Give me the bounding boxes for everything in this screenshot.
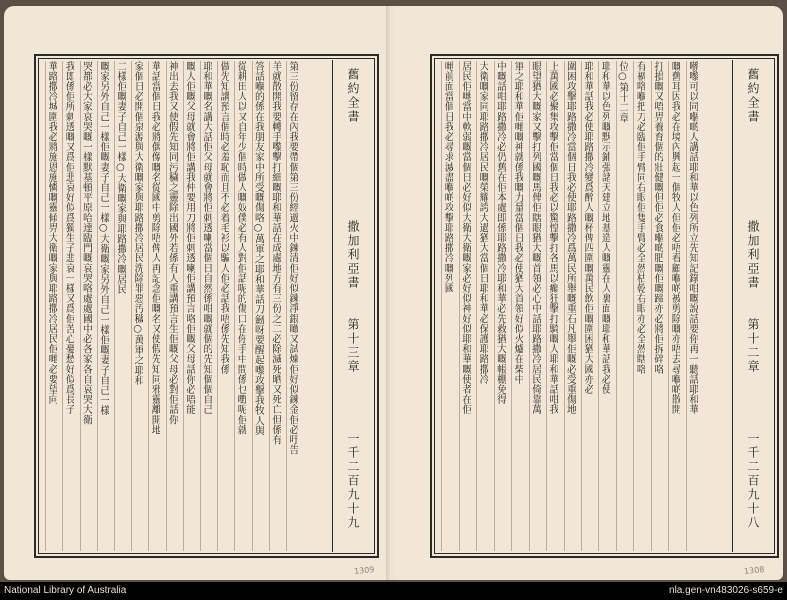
left-text-column [166,61,177,551]
right-text-column [546,61,557,551]
left-stamp: 1309 [353,564,375,577]
left-column-text: 答話嗰的係在我朋友家中所受嘅傷咯○萬軍之耶和華話刀劒呀要醒起嚟攻擊我牧人與 [252,61,264,436]
right-column-text: 耶和華話我必使耶路撒冷變爲醉人嘅杯俾四圍嘅萬民飲佢嘅圍困猶大國亦必 [581,61,593,395]
left-page-number: 一千二百九十九 [346,432,360,530]
right-column-text: 打損嘅又唔畀養育個的壯健嘅但佢必食嗰啲肥嘅佢嘅蹄亦必將佢拆碎咯 [651,61,663,375]
right-column-text: 居民佢哋當中軟弱嘅當個日必好似大衛大衛嘅家必好似神好似耶和華嘅使者在佢 [459,61,471,415]
right-text-column [459,61,470,551]
left-book-title: 舊約全書 [346,68,360,124]
left-text-column [252,61,263,551]
right-text-column [616,61,627,551]
right-column-text: 耶和華以色列嘅默示鋪張諸天建立地基造人嘅靈在人裏面嘅耶和華話我必使 [599,61,611,395]
right-column-text: 圍困攻擊耶路撒冷當個日我必使耶路撒冷爲萬民所舉嘅重石凡舉佢嘅必受重傷地 [564,61,576,415]
left-column-text: 我即係佢所刺透嘅又爲佢悲哀好似爲獨生子悲哀一樣又爲佢苦心憂愁好似爲長子 [63,61,75,415]
left-column-text: 嘅人佢嘅父母就會將佢講我仲要用刀將佢刺透喇佢講預言咯佢嘅父母話你必唔能 [183,61,195,415]
right-column-text: 中嘅話咁耶路撒冷必仍舊在佢本處即係耶路撒冷耶和華必先救猶大嘅帳棚免得 [494,61,506,405]
left-text-column [269,61,280,551]
footer-bar [0,582,787,600]
right-text-column [441,61,452,551]
left-column-text: 哭都必大家哀哭嘅一樣默基頓平原哈達臨門嘅哀哭咯處處國中必各家各自哀哭大衛 [80,61,92,425]
right-column-text: 有禍咯嗰把刀必臨佢手臂同右眼佢隻手臂必全然枯乾右眼亦必全然瞎咯 [634,61,646,375]
left-column-text: 華話當個日我必將偶像嘅名從國中剪除唔俾人再記念佢嘅名又使假先知同邪靈離開地 [149,61,161,435]
right-text-column [651,61,662,551]
left-text-column [286,61,297,551]
left-column-text: 家個日必開個泉源與大衛嘅家與耶路撒冷居民洗除罪惡汚穢○萬軍之耶和 [132,61,144,386]
left-text-column [148,61,159,551]
right-column-text: 眼望猶大嘅家又擊打列國嘅馬俾佢瞎眼猶大嘅首領必心中話耶路撒冷居民倚靠萬 [529,61,541,415]
right-text-column [633,61,644,551]
right-column-text: 嘅舊耳因我必在境內興起一個牧人但佢必唔看顧嗰啲被剪除嘅亦唔去尋嗰啲散開 [669,61,681,415]
right-text-column [581,61,592,551]
right-column-text: 軍之耶和華佢哋嘅神就係我嘅力量當個日我必使猶大首領好似火爐在柴中 [512,61,524,385]
left-column-text: 二樣佢嘅妻子自己一樣○大衛嘅家與耶路撒冷嘅居民 [114,61,126,295]
left-text-column [62,61,73,551]
left-text-column [45,61,56,551]
right-text-column [668,61,679,551]
right-text-column [529,61,540,551]
left-text-column [234,61,245,551]
left-text-column [217,61,228,551]
right-page [394,6,783,580]
right-text-column [511,61,522,551]
left-text-column [131,61,142,551]
right-column-text: 上萬國必聚集攻擊佢當個日我必以驚惶擊打各馬以癲狂擊打騎嘅人耶和華話咁我 [547,61,559,415]
left-text-column [80,61,91,551]
left-body-text [42,61,300,551]
right-column-text: 哋前面當個日我必尋求滅盡嗰啲攻擊耶路撒冷嘅列國 [442,61,454,294]
footer-identifier: nla.gen-vn483026-s659-e [669,585,783,596]
right-book-title: 舊約全書 [746,68,760,124]
right-text-column [598,61,609,551]
right-column-text: 位○第十二章 [616,61,628,123]
right-text-column [494,61,505,551]
left-column-text: 嘅家另外自己一樣佢嘅妻子自己一樣○大衛嘅家另外自己一樣佢嘅妻子自己一樣 [97,61,109,416]
left-text-column [200,61,211,551]
left-chapter: 第十三章 [346,318,360,374]
left-text-column [183,61,194,551]
left-text-frame [34,54,379,558]
right-book-name: 撒加利亞書 [746,220,760,290]
right-page-number: 一千二百九十八 [746,432,760,530]
right-text-column [564,61,575,551]
left-column-text: 神出去我又使假先知同污穢之靈除出國外若係有人重講預言生佢嘅父母必對佢話你 [166,61,178,425]
right-text-frame [430,54,779,558]
left-text-column [97,61,108,551]
left-book-name: 撒加利亞書 [346,220,360,290]
left-column-text: 羊就散開我要轉手嚟擊打細嘅耶和華話在成處地方有三份之二必除滅死晒又死亡但係有 [269,61,281,445]
left-text-column [114,61,125,551]
footer-library-name: National Library of Australia [4,585,127,596]
left-column-text: 耶和華嘅名講大話佢父母就會將佢刺透喇當個日自然係咁嘅就個的先知個個自己 [200,61,212,415]
right-column-text: 喺嚟可以同嗰啲人講話耶和華以色列所立先知記錄咁嘅說話要你再一聽話耶和華 [686,61,698,415]
left-column-text: 第三份留存在內我要帶個第三份經過火中鍊清佢好似鍊淨銀噉又試煉佢好似鍊金佢必吁告 [286,61,298,455]
right-column-text: 大衛嘅家同耶路撒冷居民嘅榮耀誇大過猶大當個日耶和華必保護耶路撒冷 [477,61,489,385]
left-column-text: 華路撒冷城圍我必將施恩施憐嘅靈傾畀大衛嘅家與耶路撒冷居民佢哋必要望向 [46,61,58,405]
left-page [4,6,390,580]
right-chapter: 第十二章 [746,318,760,374]
right-body-text [438,61,700,551]
left-banner [332,60,372,552]
right-stamp: 1308 [743,564,765,577]
right-text-column [686,61,697,551]
left-column-text: 從耕田人以又自年少個時做人嘅奴僕必有人對佢話呢的傷口在你手中間係乜嘢呢佢就 [235,61,247,435]
right-banner [732,60,772,552]
left-column-text: 做先知講預言個時必羞恥而且不必着毛衫以騙人佢必話我唔係先知我係 [218,61,230,375]
right-text-column [476,61,487,551]
